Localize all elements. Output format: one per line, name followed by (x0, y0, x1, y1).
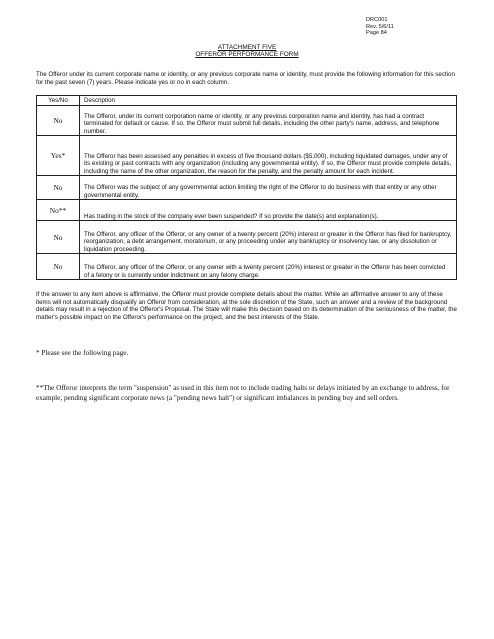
footnote-double-asterisk: **The Offeror interprets the term "suspension" as used in this item not to include trading halts or delays initiated by an exchange to address, for example, pending significant corporate news (a "pending news halt") or significant imbalances in pending buy and sell orders. (36, 384, 450, 402)
performance-table (36, 95, 457, 280)
doc-page-number: Page 84 (366, 30, 387, 37)
table-row (37, 136, 457, 176)
description-cell: The Offeror was the subject of any governmental action limiting the right of the Offeror to do business with that entity or any other governmental entity. (80, 176, 457, 200)
table-header-row (37, 96, 457, 106)
intro-paragraph: The Offeror under its current corporate name or identity, or any previous corporate name or identity, must provide the following information for this section for the past seven (7) years. Please indicate yes or no in each column. (36, 71, 455, 86)
doc-code: DRC001 (366, 17, 388, 23)
document-title (0, 44, 494, 59)
header-description: Description (80, 96, 457, 106)
footnote-single-asterisk: * Please see the following page. (36, 349, 129, 357)
answer-cell: No (37, 221, 80, 254)
table-row (37, 106, 457, 136)
header-yes-no: Yes/No (37, 96, 80, 106)
table-row (37, 200, 457, 221)
description-cell: The Offeror, under its current corporation name or identity, or any previous corporation name and identity, has had a contract terminated for default or cause. If so, the Offeror must submit full details, including the other party's name, address, and telephone number. (80, 106, 457, 136)
title-line-2: OFFEROR PERFORMANCE FORM (195, 51, 299, 59)
doc-revision: Rev. 5/6/11 (366, 23, 394, 30)
answer-cell: No (37, 106, 80, 136)
table-row (37, 176, 457, 200)
answer-cell: No (37, 254, 80, 280)
title-line-1: ATTACHMENT FIVE (217, 44, 277, 51)
answer-cell: No (37, 176, 80, 200)
table-row (37, 254, 457, 280)
document-header (366, 17, 394, 37)
description-cell: The Offeror, any officer of the Offeror, or any owner with a twenty percent (20%) interest or greater in the Offeror has been convicted of a felony or is currently under indictment on any felony charge. (80, 254, 457, 280)
description-cell: Has trading in the stock of the company ever been suspended? If so provide the date(s) and explanation(s). (80, 200, 457, 221)
follow-up-paragraph: If the answer to any item above is affirmative, the Offeror must provide complete details about the matter. While an affirmative answer to any of these items will not automatically disqualify an Offeror from consideration, at the sole discretion of the State, such an answer and a review of the background details may result in a rejection of the Offeror's Proposal. The State will make this decision based on its determination of the seriousness of the matter, the matter's possible impact on the Offeror's performance on the project, and the best interests of the State. (36, 291, 457, 321)
description-cell: The Offeror, any officer of the Offeror, or any owner of a twenty percent (20%) interest or greater in the Offeror has filed for bankruptcy, reorganization, a debt arrangement, moratorium, or any proceeding under any bankruptcy or insolvency law, or any dissolution or liquidation proceeding. (80, 221, 457, 254)
answer-cell: Yes* (37, 136, 80, 176)
table-row (37, 221, 457, 254)
description-cell: The Offeror has been assessed any penalties in excess of five thousand dollars ($5,000), including liquidated damages, under any of its existing or past contracts with any organization (including any governmental entity). If so, the Offeror must provide complete details, including the name of the other organization, the reason for the penalty, and the penalty amount for each incident. (80, 136, 457, 176)
answer-cell: No** (37, 200, 80, 221)
